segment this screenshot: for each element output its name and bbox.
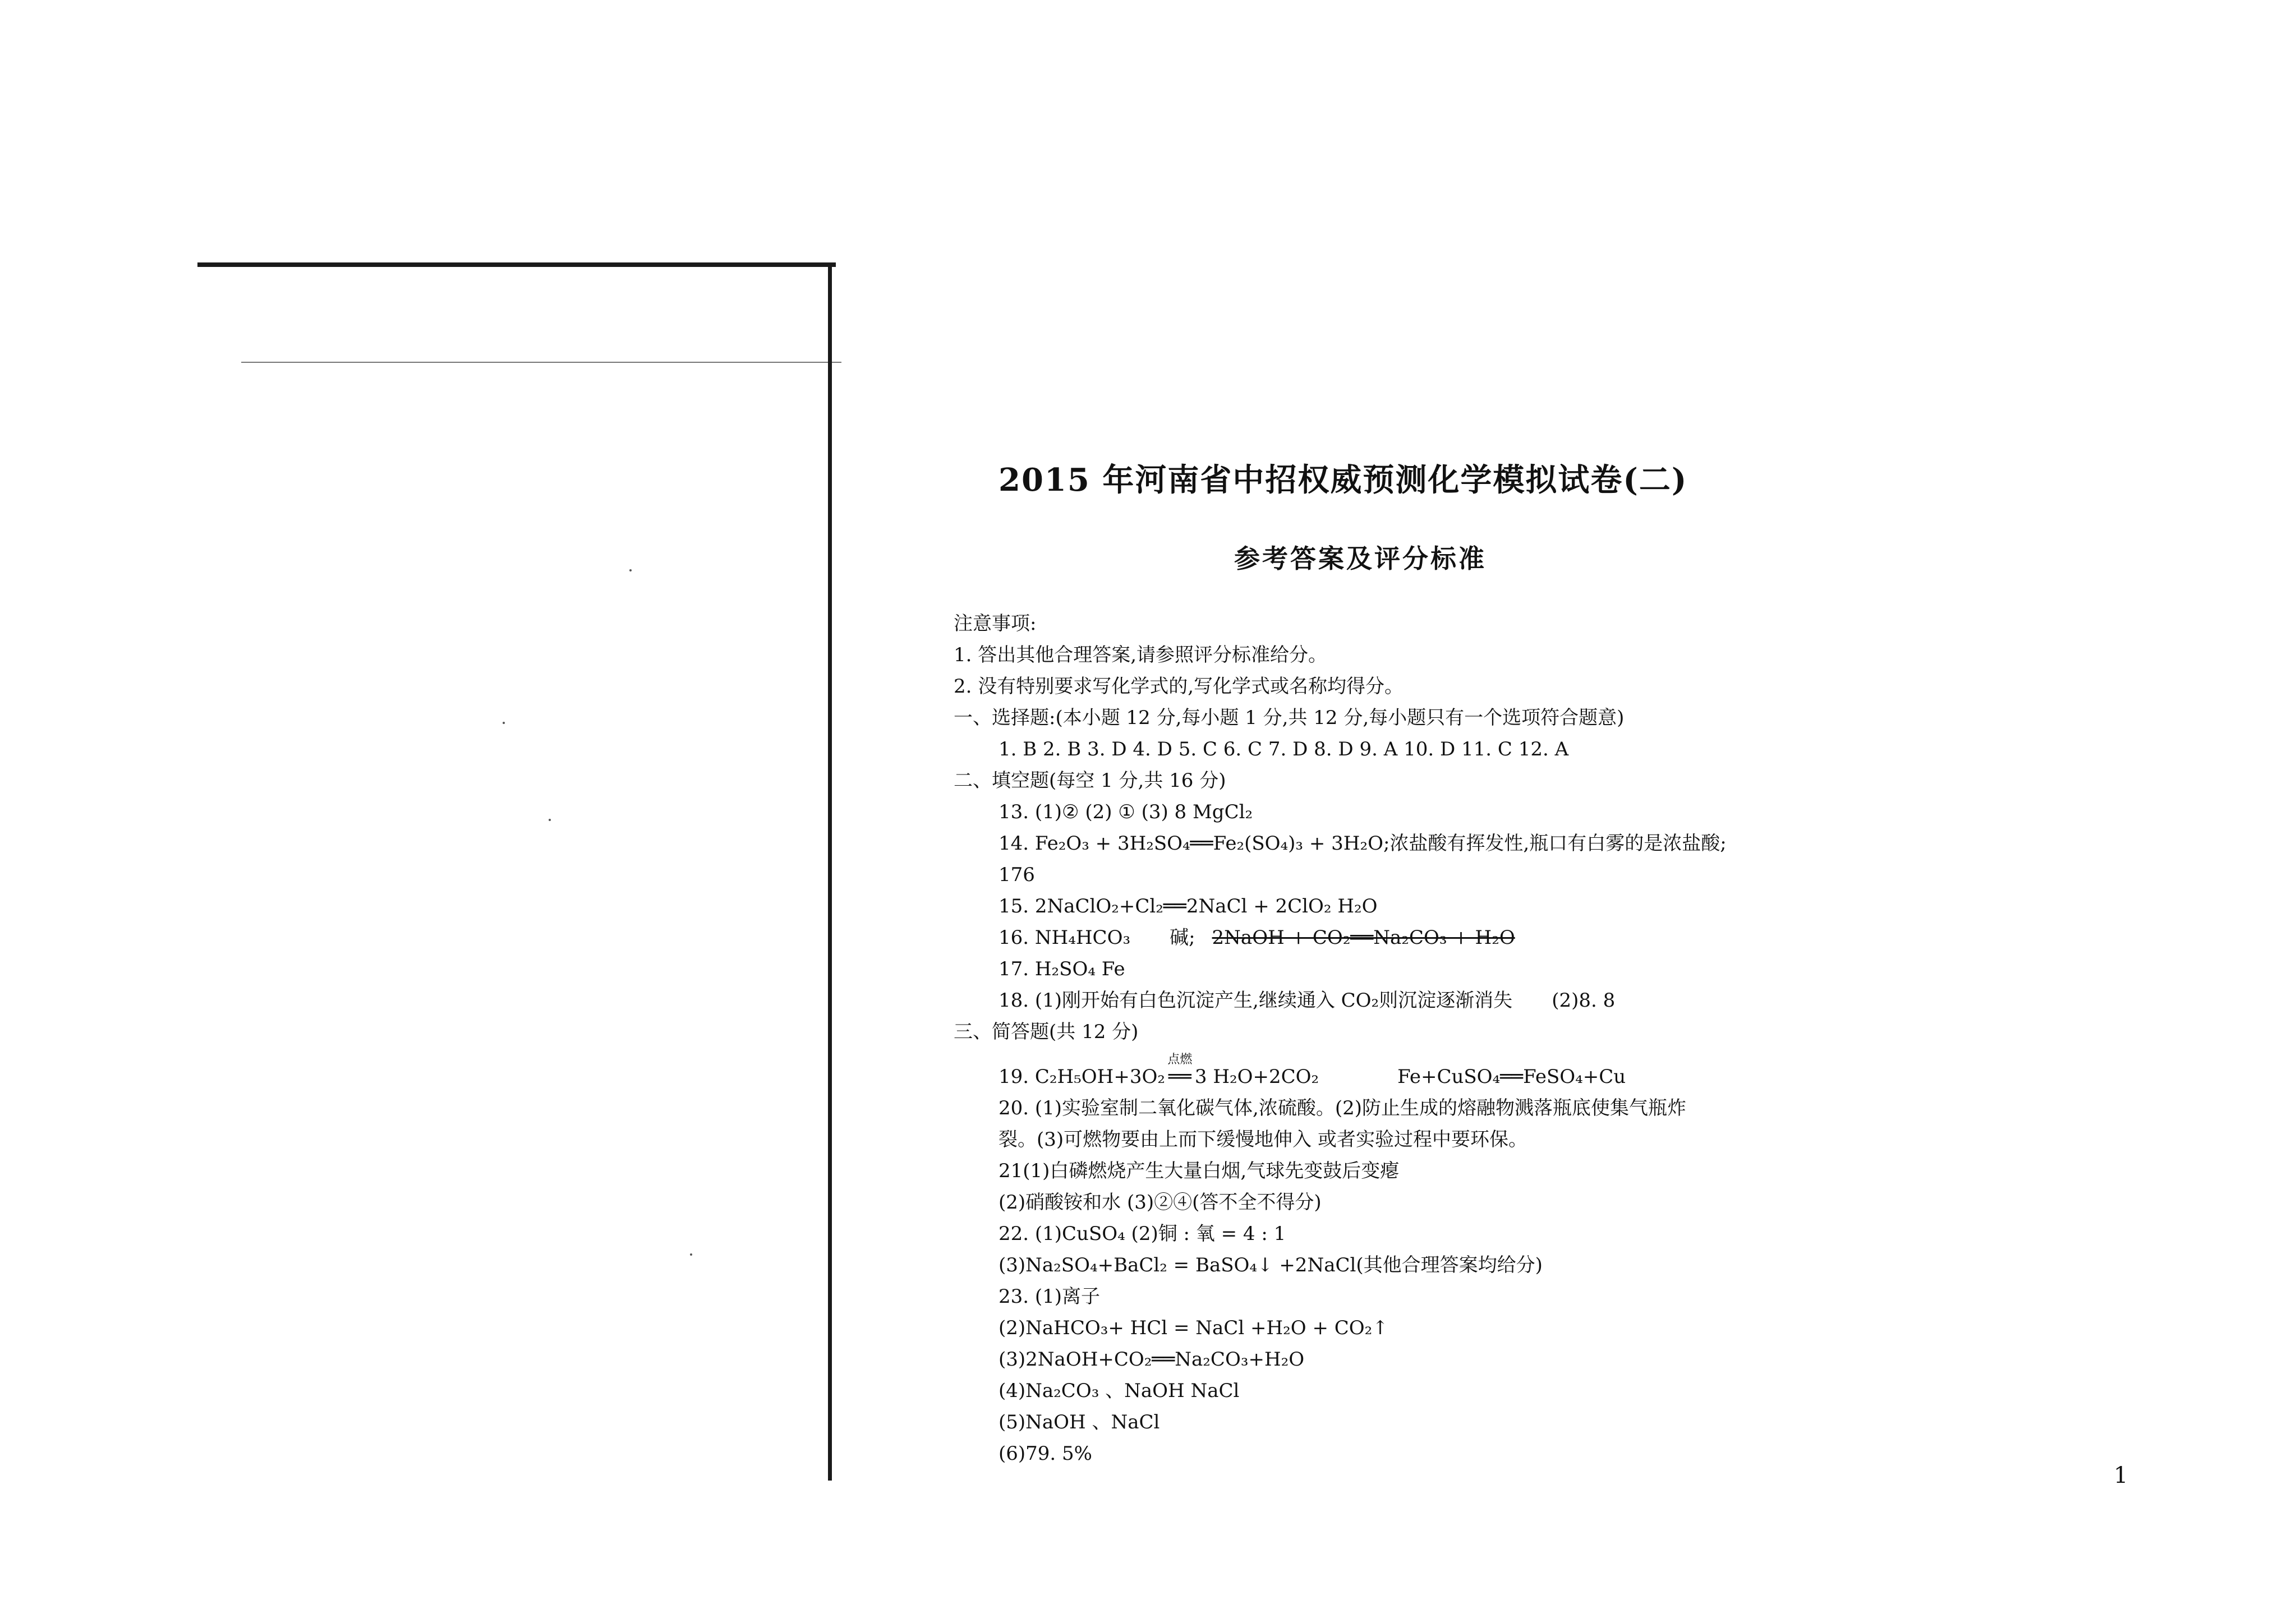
page-subtitle: 参考答案及评分标准 [1234,543,1487,574]
scan-speck [503,722,505,724]
notes-item: 2. 没有特别要求写化学式的,写化学式或名称均得分。 [954,675,1404,698]
answer-line: (6)79. 5% [999,1442,1092,1463]
answer-line: (2)硝酸铵和水 (3)②④(答不全不得分) [999,1191,1322,1214]
answer-line: 裂。(3)可燃物要由上而下缓慢地伸入 或者实验过程中要环保。 [999,1128,1527,1151]
answer-line [999,1053,1626,1088]
reaction-arrow: 点燃 ══ [1165,1066,1195,1088]
answer-line [999,926,1515,949]
notes-heading: 注意事项: [954,612,1037,635]
answer-line: 15. 2NaClO₂+Cl₂══2NaCl + 2ClO₂ H₂O [999,895,1378,917]
answer-part: 3 H₂O+2CO₂ [1194,1066,1319,1088]
answer-line: (4)Na₂CO₃ 、NaOH NaCl [999,1380,1240,1402]
answer-part: Fe+CuSO₄══FeSO₄+Cu [1397,1066,1626,1088]
answer-line: (3)2NaOH+CO₂══Na₂CO₃+H₂O [999,1348,1305,1371]
answer-line: 1. B 2. B 3. D 4. D 5. C 6. C 7. D 8. D 9. A 10. D 11. C 12. A [999,738,1569,760]
answer-line: 20. (1)实验室制二氧化碳气体,浓硫酸。(2)防止生成的熔融物溅落瓶底使集气瓶炸 [999,1097,1687,1119]
section-heading: 三、简答题(共 12 分) [954,1021,1139,1043]
answer-line [999,989,1615,1012]
answer-line: (2)NaHCO₃+ HCl = NaCl +H₂O + CO₂↑ [999,1317,1388,1339]
answer-line: 17. H₂SO₄ Fe [999,958,1125,980]
answer-line: (3)Na₂SO₄+BaCl₂ = BaSO₄↓ +2NaCl(其他合理答案均给分) [999,1254,1543,1276]
answer-part: 18. (1)刚开始有白色沉淀产生,继续通入 CO₂则沉淀逐渐消失 [999,989,1513,1012]
page-number: 1 [2114,1463,2128,1488]
answer-part: 碱; [1170,926,1195,949]
answer-part: 16. NH₄HCO₃ [999,926,1131,949]
answer-part: (2)8. 8 [1552,989,1616,1012]
answer-line: 21(1)白磷燃烧产生大量白烟,气球先变鼓后变瘪 [999,1160,1400,1182]
page-title: 2015 年河南省中招权威预测化学模拟试卷(二) [999,462,1688,499]
answer-line: 13. (1)② (2) ① (3) 8 MgCl₂ [999,801,1253,823]
answer-line: 23. (1)离子 [999,1285,1101,1308]
struck-answer: 2NaOH + CO₂══Na₂CO₃ + H₂O [1212,926,1515,949]
section-heading: 二、填空题(每空 1 分,共 16 分) [954,769,1226,792]
scan-speck [690,1253,692,1256]
frame-top-rule [197,262,836,267]
answer-part: 19. C₂H₅OH+3O₂ [999,1066,1165,1088]
answer-line: (5)NaOH 、NaCl [999,1411,1160,1433]
answer-line: 14. Fe₂O₃ + 3H₂SO₄══Fe₂(SO₄)₃ + 3H₂O;浓盐酸有挥发性,瓶口有白雾的是浓盐酸; [999,832,1727,855]
section-heading: 一、选择题:(本小题 12 分,每小题 1 分,共 12 分,每小题只有一个选项符合题意) [954,707,1625,729]
scan-speck [549,819,551,821]
frame-thin-rule [241,362,841,363]
reaction-condition: 点燃 [1167,1053,1193,1067]
notes-item: 1. 答出其他合理答案,请参照评分标准给分。 [954,644,1328,666]
answer-line: 22. (1)CuSO₄ (2)铜 : 氧 = 4 : 1 [999,1223,1286,1245]
scan-speck [629,569,632,571]
frame-vertical-rule [828,264,832,1481]
answer-line: 176 [999,864,1035,886]
